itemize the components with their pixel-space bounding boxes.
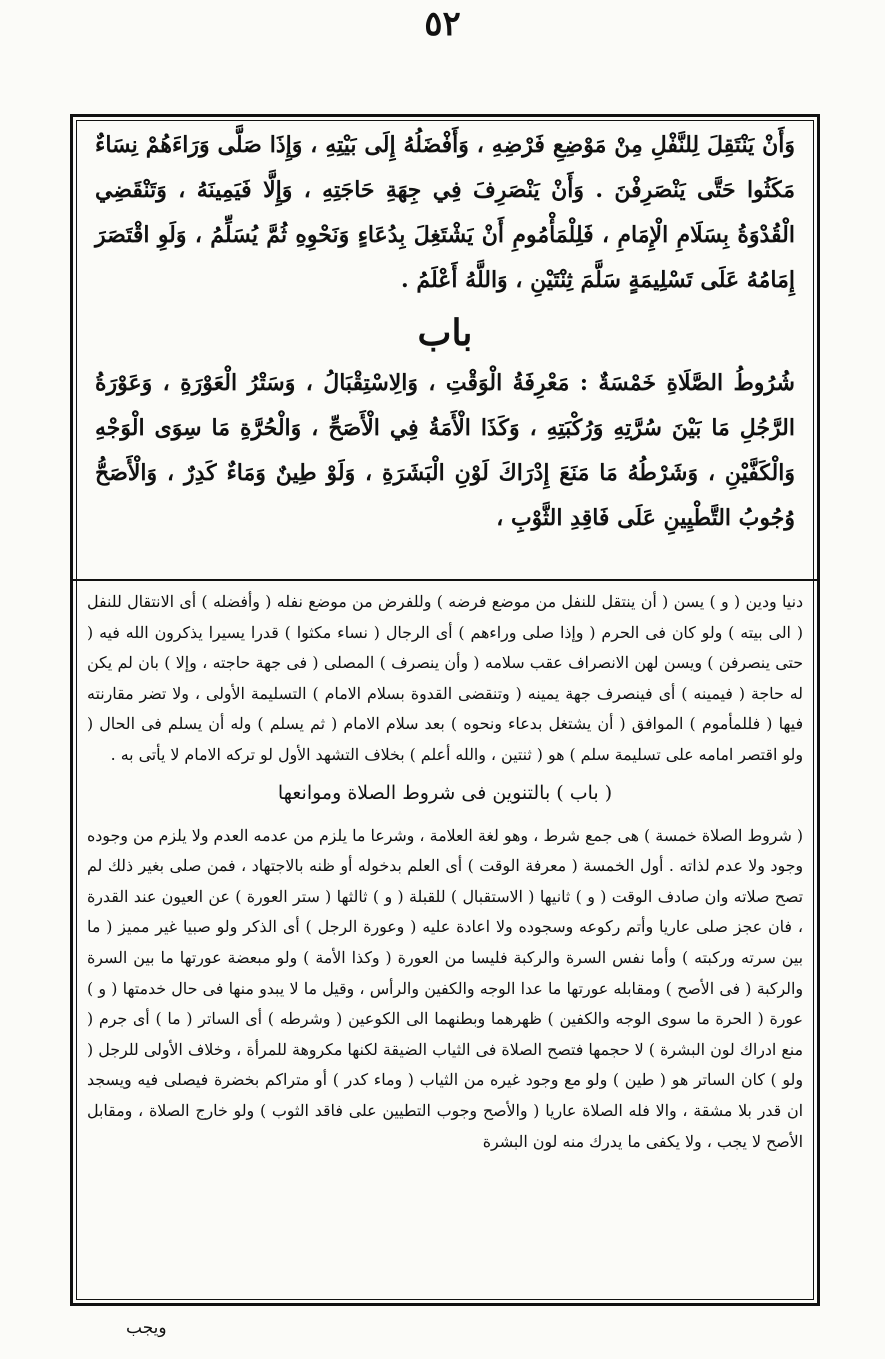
- commentary-section-heading: ( باب ) بالتنوين فى شروط الصلاة وموانعها: [277, 781, 613, 804]
- matn-block: [95, 123, 795, 575]
- matn-section-heading: باب: [417, 312, 473, 354]
- matn-paragraph-1: وَأَنْ يَنْتَقِلَ لِلنَّفْلِ مِنْ مَوْضِعِ فَرْضِهِ ، وَأَفْضَلُهُ إِلَى بَيْتِهِ ، وَإِذَا صَلَّى وَرَاءَهُمْ نِسَاءٌ مَكَثُوا حَتَّى يَنْصَرِفْنَ . وَأَنْ يَنْصَرِفَ فِي جِهَةِ حَاجَتِهِ ، وَإِلَّا فَيَمِينَهُ ، وَتَنْقَضِي الْقُدْوَةُ بِسَلَامِ الْإِمَامِ ، فَلِلْمَأْمُومِ أَنْ يَشْتَغِلَ بِدُعَاءٍ وَنَحْوِهِ ثُمَّ يُسَلِّمُ ، وَلَوِ اقْتَصَرَ إِمَامُهُ عَلَى تَسْلِيمَةٍ سَلَّمَ ثِنْتَيْنِ ، وَاللَّهُ أَعْلَمُ .: [95, 132, 795, 293]
- commentary-paragraph-2: ( شروط الصلاة خمسة ) هى جمع شرط ، وهو لغة العلامة ، وشرعا ما يلزم من عدمه العدم ولا يلزم من وجوده وجود ولا عدم لذاته . أول الخمسة ( معرفة الوقت ) أى العلم بدخوله أو ظنه بالاجتهاد ، فمن صلى بغير ذلك لم تصح صلاته وان صادف الوقت ( و ) ثانيها ( الاستقبال ) للقبلة ( و ) ثالثها ( ستر العورة ) عن العيون عند القدرة ، فان عجز صلى عاريا وأتم ركوعه وسجوده ولا اعادة عليه ( وعورة الرجل ) أى الذكر ولو صبيا غير مميز ( ما بين سرته وركبته ) وأما نفس السرة والركبة فليسا من العورة ( وكذا الأمة ) ولو مبعضة عورتها ما بين السرة والركبة ( فى الأصح ) ومقابله عورتها ما عدا الوجه والكفين والرأس ، وقيل ما لا يبدو منها فى حال خدمتها ( و ) عورة ( الحرة ما سوى الوجه والكفين ) ظهرهما وبطنهما الى الكوعين ( وشرطه ) أى الساتر ( ما ) أى جرم ( منع ادراك لون البشرة ) لا حجمها فتصح الصلاة فى الثياب الضيقة لكنها مكروهة للمرأة ، وخلاف الأولى للرجل ( ولو ) كان الساتر هو ( طين ) ولو مع وجود غيره من الثياب ( وماء كدر ) أو متراكم بخضرة فيصلى فيه ويسجد ان قدر بلا مشقة ، والا فله الصلاة عاريا ( والأصح وجوب التطيين على فاقد الثوب ) ولو خارج الصلاة ، ومقابل الأصح لا يجب ، ولا يكفى ما يدرك منه لون البشرة: [87, 825, 803, 1151]
- catchword: ويجب: [126, 1318, 167, 1338]
- commentary-block: [87, 587, 803, 1299]
- separator-rule: [73, 579, 817, 581]
- commentary-paragraph-1: دنيا ودين ( و ) يسن ( أن ينتقل للنفل من موضع فرضه ) وللفرض من موضع نفله ( وأفضله ) أى الانتقال للنفل ( الى بيته ) ولو كان فى الحرم ( وإذا صلى وراءهم ) أى الرجال ( نساء مكثوا ) قدرا يسيرا يذكرون الله فيه ( حتى ينصرفن ) ويسن لهن الانصراف عقب سلامه ( وأن ينصرف ) المصلى ( فى جهة حاجته ، وإلا ) بان لم يكن له حاجة ( فيمينه ) أى فينصرف جهة يمينه ( وتنقضى القدوة بسلام الامام ) التسليمة الأولى ، ولا تضر مقارنته فيها ( فللمأموم ) الموافق ( أن يشتغل بدعاء ونحوه ) بعد سلام الامام ( ثم يسلم ) وله أن يسلم فى الحال ( ولو اقتصر امامه على تسليمة سلم ) هو ( ثنتين ، والله أعلم ) بخلاف التشهد الأول لو تركه الامام لا يأتى به .: [87, 592, 803, 764]
- page-number: ٥٢: [424, 4, 461, 44]
- matn-paragraph-2: شُرُوطُ الصَّلَاةِ خَمْسَةٌ : مَعْرِفَةُ الْوَقْتِ ، وَالِاسْتِقْبَالُ ، وَسَتْرُ الْعَوْرَةِ ، وَعَوْرَةُ الرَّجُلِ مَا بَيْنَ سُرَّتِهِ وَرُكْبَتِهِ ، وَكَذَا الْأَمَةُ فِي الْأَصَحِّ ، وَالْحُرَّةِ مَا سِوَى الْوَجْهِ وَالْكَفَّيْنِ ، وَشَرْطُهُ مَا مَنَعَ إِدْرَاكَ لَوْنِ الْبَشَرَةِ ، وَلَوْ طِينٌ وَمَاءٌ كَدِرٌ ، وَالْأَصَحُّ وُجُوبُ التَّطْيِينِ عَلَى فَاقِدِ الثَّوْبِ ،: [95, 370, 795, 531]
- page-frame: [70, 114, 820, 1306]
